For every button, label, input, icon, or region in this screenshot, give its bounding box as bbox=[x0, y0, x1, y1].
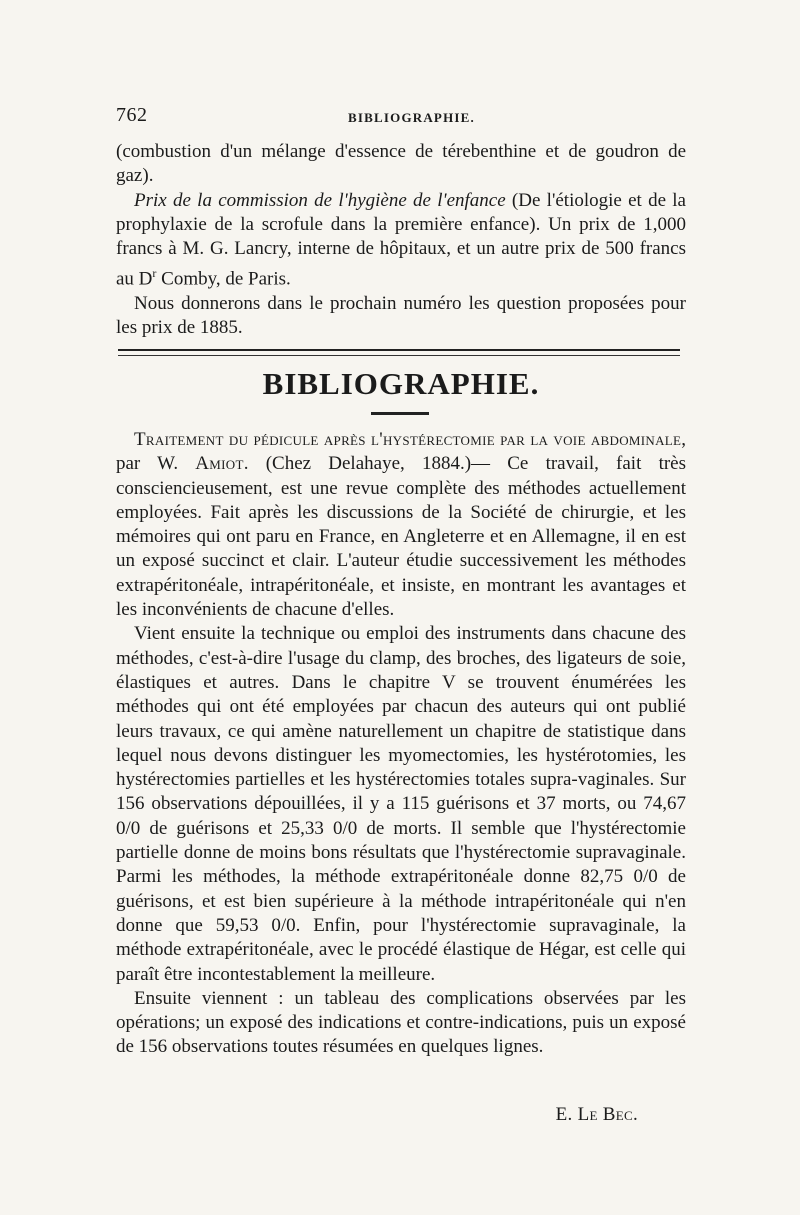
review-publisher: . (Chez Delahaye, 1884.)— bbox=[243, 453, 508, 475]
review-paragraph-2: Vient ensuite la technique ou emploi des instruments dans chacune des méthodes, c'est-à-dire l'usage du clamp, des broches, des ligateurs de soie, élastiques et autres. Dans le chapitre V se trouvent énumérées les méthodes qui ont été employées par chacun des auteurs qui ont publié leurs travaux, ce qui amène naturellement un chapitre de statistique dans lequel nous devons distinguer les myomectomies, les hystérotomies, les hystérectomies partielles et les hystérectomies totales supra-vaginales. Sur 156 observations dépouillées, il y a 115 guérisons et 37 morts, ou 74,67 0/0 de guérisons et 25,33 0/0 de morts. Il semble que l'hystérectomie partielle donne de moins bons résultats que l'hystérectomie supravaginale. Parmi les méthodes, la méthode extrapéritonéale donne 82,75 0/0 de guérisons, et est bien supérieure à la méthode intrapéritonéale qui n'en donne que 59,53 0/0. Enfin, pour l'hystérectomie supravaginale, la méthode extrapéritonéale, avec le procédé élastique de Hégar, est celle qui paraît être incontestablement la meilleure. bbox=[116, 623, 686, 985]
review-paragraph-1-body: Ce travail, fait très consciencieusement, est une revue complète des méthodes actuellement employées. Fait après les discussions de la Société de chirurgie, et les mémoires qui ont paru en France, en Angleterre et en Allemagne, il en est un exposé succinct et clair. L'auteur étudie successivement les méthodes extrapéritonéale, intrapéritonéale, et insiste, en montrant les avantages et les inconvénients de chacune d'elles. bbox=[116, 453, 687, 621]
review-author-prefix: , par W. bbox=[116, 429, 686, 475]
paragraph-combustion: (combustion d'un mélange d'essence de térebenthine et de goudron de gaz). bbox=[116, 141, 686, 187]
paragraph-next-issue: Nous donnerons dans le prochain numéro les question proposées pour les prix de 1885. bbox=[116, 293, 686, 339]
paragraph-prize bbox=[116, 189, 686, 293]
prize-title: Prix de la commission de l'hygiène de l'enfance bbox=[134, 189, 506, 211]
review-paragraph-1 bbox=[116, 428, 686, 622]
prize-text: (De l'étiologie et de la prophylaxie de la scrofule dans la première enfance). Un prix de 1,000 francs à M. G. Lancry, interne de hôpitaux, et un autre prix de 500 francs au D bbox=[116, 189, 686, 290]
signature-text: E. Le Bec. bbox=[555, 1104, 638, 1125]
review-book-title: Traitement du pédicule après l'hystérectomie par la voie abdominale bbox=[134, 429, 682, 450]
section-divider bbox=[118, 349, 680, 356]
review-signature bbox=[116, 1104, 638, 1126]
review-text bbox=[116, 428, 686, 1060]
prize-doctor-abbrev: r bbox=[152, 266, 157, 281]
review-author: Amiot bbox=[195, 453, 244, 475]
title-underline bbox=[371, 412, 429, 415]
review-paragraph-3: Ensuite viennent : un tableau des complications observées par les opérations; un exposé des indications et contre-indications, puis un exposé de 156 observations toutes résumées en quelques lignes. bbox=[116, 987, 686, 1058]
running-head bbox=[116, 104, 686, 128]
page-number: 762 bbox=[116, 104, 148, 126]
previous-section-text bbox=[116, 140, 686, 341]
running-title: BIBLIOGRAPHIE. bbox=[348, 110, 475, 125]
prize-end: Comby, de Paris. bbox=[156, 268, 291, 290]
section-title: BIBLIOGRAPHIE. bbox=[262, 366, 540, 401]
